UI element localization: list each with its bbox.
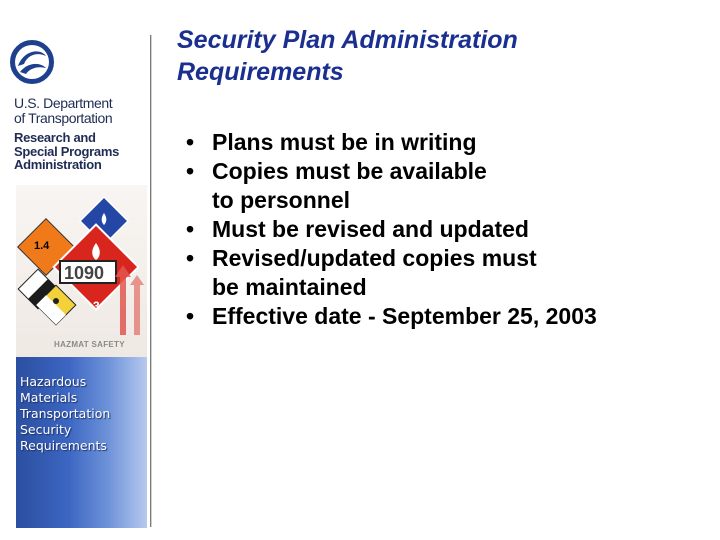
placard-number-1: 1.4 (34, 240, 50, 252)
placard-number-3: 3 (93, 299, 100, 313)
placard-number-2: 1090 (64, 263, 105, 283)
bullet-marker: • (186, 158, 195, 184)
sidebar-panel (16, 185, 147, 528)
sidebar-title-line-3: Transportation (20, 406, 111, 421)
hazmat-image (16, 185, 147, 357)
page-title (177, 24, 697, 88)
sidebar-title-line-1: Hazardous (20, 374, 87, 389)
bullet-item (186, 302, 706, 331)
bullet-marker: • (186, 303, 195, 329)
hazmat-caption: HAZMAT SAFETY (54, 340, 125, 349)
agency-line-2: Special Programs (14, 143, 120, 159)
bullet-item (186, 244, 706, 302)
bullet-text: Revised/updated copies must (212, 245, 537, 271)
sidebar-title-line-5: Requirements (20, 438, 107, 453)
bullet-text-continued: to personnel (212, 187, 351, 213)
bullet-marker: • (186, 245, 195, 271)
sidebar-title-line-4: Security (20, 422, 72, 437)
title-line-2: Requirements (177, 58, 344, 86)
title-line-1: Security Plan Administration (177, 26, 518, 54)
bullet-text: Plans must be in writing (212, 129, 477, 155)
bullet-marker: • (186, 129, 195, 155)
agency-line-1: Research and (14, 130, 96, 145)
dot-name-line-1: U.S. Department (14, 95, 113, 111)
hazmat-placards-icon (16, 185, 147, 357)
bullet-list (186, 128, 706, 331)
bullet-text: Must be revised and updated (212, 216, 529, 242)
dot-name-line-2: of Transportation (14, 109, 113, 126)
sidebar-title (20, 374, 145, 454)
dot-agency-name (14, 96, 144, 125)
bullet-text: Effective date - September 25, 2003 (212, 303, 597, 329)
rspa-agency-name (14, 131, 149, 172)
dot-logo-icon (10, 40, 54, 84)
bullet-item (186, 215, 706, 244)
sidebar-title-line-2: Materials (20, 390, 78, 405)
divider-shadow (151, 35, 152, 527)
bullet-item (186, 157, 706, 215)
bullet-text: Copies must be available (212, 158, 487, 184)
bullet-text-continued: be maintained (212, 274, 367, 300)
bullet-item (186, 128, 706, 157)
agency-line-3: Administration (14, 157, 102, 173)
bullet-marker: • (186, 216, 195, 242)
